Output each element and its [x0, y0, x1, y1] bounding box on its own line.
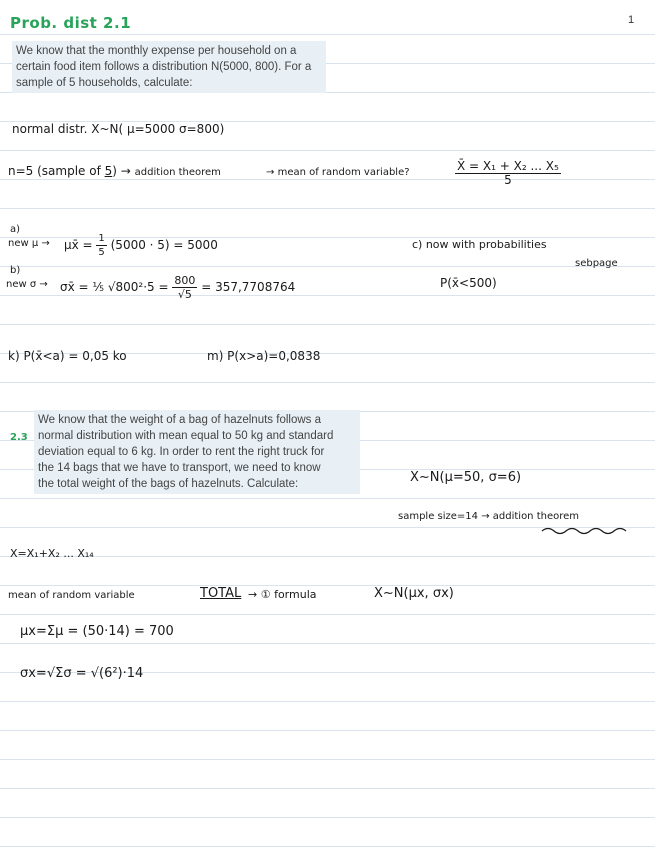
part-b-result: = 357,7708764: [201, 280, 296, 294]
problem-1-text: [12, 41, 326, 93]
part-a-frac-den: 5: [98, 247, 105, 258]
problem-2-sample-size: sample size=14 → addition theorem: [398, 511, 580, 522]
sample-size-note: [8, 164, 221, 178]
problem-2-line-3: deviation equal to 6 kg. In order to rent the right truck for: [38, 446, 325, 458]
problem-2-text: [34, 410, 360, 494]
problem-1-line-1: We know that the monthly expense per household on a: [16, 45, 297, 57]
sigma-total-equation: σx=√Σσ = √(6²)·14: [20, 666, 144, 681]
part-c-expression: P(x̄<500): [440, 276, 497, 290]
problem-1-line-3: sample of 5 households, calculate:: [16, 77, 193, 89]
new-sigma-label: new σ →: [6, 279, 48, 290]
problem-2-line-2: normal distribution with mean equal to 50 kg and standard: [38, 430, 334, 442]
sample-size-right: ): [112, 164, 117, 178]
part-b-frac-den: √5: [177, 288, 192, 301]
mean-random-variable-note: [266, 167, 410, 178]
part-b-frac-num: 800: [174, 274, 196, 287]
problem-2-line-4: the 14 bags that we have to transport, we need to know: [38, 462, 321, 474]
squiggle-underline: [540, 526, 635, 536]
page-number: 1: [628, 14, 635, 26]
normal-distribution-note: normal distr. X~N( μ=5000 σ=800): [12, 122, 225, 136]
arrow-icon: →: [266, 167, 275, 178]
problem-2-line-5: the total weight of the bags of hazelnuts. Calculate:: [38, 478, 299, 490]
problem-2-line-1: We know that the weight of a bag of hazelnuts follows a: [38, 414, 321, 426]
problem-2-distribution: X~N(μ=50, σ=6): [410, 470, 522, 485]
new-mu-label: new μ →: [8, 238, 50, 249]
part-k: k) P(x̄<a) = 0,05 ko: [8, 349, 127, 363]
part-b-label: b): [10, 265, 21, 276]
equals-sign: =: [158, 280, 169, 294]
sigma-xbar-eq: σx̄ = ⅕ √800²·5: [60, 280, 155, 294]
page-title: Prob. dist 2.1: [10, 14, 132, 32]
part-c-note: sebpage: [575, 258, 618, 269]
part-b-equation: [60, 274, 295, 301]
arrow-icon: →: [120, 164, 131, 178]
formula-label: → ① formula: [248, 588, 317, 601]
xbar-formula: [455, 160, 561, 187]
problem-2-label: 2.3: [10, 432, 28, 443]
mean-total-equation: μx=Σμ = (50·14) = 700: [20, 624, 174, 639]
xbar-denominator: 5: [504, 173, 512, 187]
total-distribution: X~N(μx, σx): [374, 586, 454, 601]
mean-of-random-variable-label: mean of random variable: [8, 590, 135, 601]
sample-size-number: 5: [104, 164, 113, 178]
part-a-equation: [64, 232, 218, 259]
sum-of-variables: X=X₁+X₂ ... X₁₄: [10, 547, 94, 560]
mean-question: mean of random variable?: [277, 167, 410, 178]
part-a-label: a): [10, 224, 21, 235]
xbar-numerator: X̄ = X₁ + X₂ ... X₅: [457, 159, 559, 173]
part-a-frac-num: 1: [98, 233, 105, 244]
mu-xbar-left: μx̄ =: [64, 238, 97, 252]
addition-theorem-label: addition theorem: [134, 167, 221, 178]
sample-size-left: n=5 (sample of: [8, 164, 105, 178]
total-label: TOTAL: [200, 586, 242, 601]
part-m: m) P(x>a)=0,0838: [207, 349, 321, 363]
mu-xbar-right: (5000 · 5) = 5000: [110, 238, 218, 252]
part-c-label: c) now with probabilities: [412, 238, 547, 251]
problem-1-line-2: certain food item follows a distribution N(5000, 800). For a: [16, 61, 312, 73]
